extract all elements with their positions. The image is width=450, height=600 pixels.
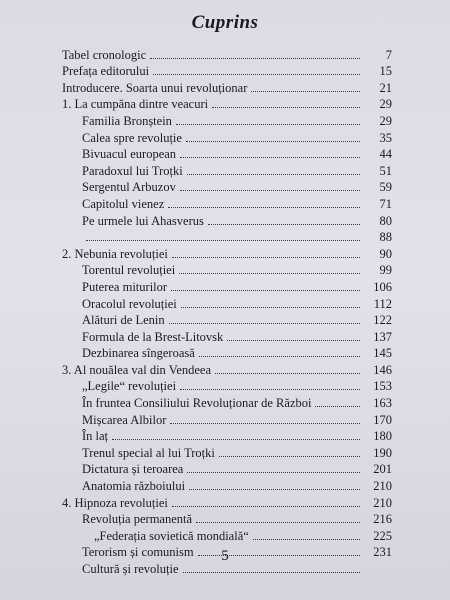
toc-entry-title: 2. Nebunia revoluției [62, 246, 168, 261]
dot-leader [168, 207, 360, 208]
toc-entry-title: Calea spre revoluție [82, 130, 182, 145]
toc-entry [62, 111, 392, 128]
toc-entry [62, 393, 392, 410]
toc-entry-title: Formula de la Brest-Litovsk [82, 329, 224, 344]
toc-entry [62, 460, 392, 477]
dot-leader [112, 439, 360, 440]
toc-entry [62, 261, 392, 278]
toc-entry-title: Alături de Lenin [82, 313, 165, 328]
dot-leader [189, 489, 360, 490]
toc-entry-page: 21 [379, 80, 392, 95]
toc-entry [62, 128, 392, 145]
dot-leader [181, 307, 360, 308]
toc-entry [62, 244, 392, 261]
dot-leader [315, 406, 360, 407]
dot-leader [169, 323, 360, 324]
toc-entry-page: 29 [379, 97, 392, 112]
toc-entry-page: 145 [373, 346, 392, 361]
dot-leader [251, 91, 360, 92]
toc-entry [62, 178, 392, 195]
dot-leader [153, 74, 360, 75]
toc-entry-title: Capitolul vienez [82, 196, 165, 211]
toc-entry-page: 225 [373, 528, 392, 543]
toc-entry-page: 170 [373, 412, 392, 427]
toc-entry-page: 29 [379, 113, 392, 128]
table-of-contents [62, 45, 392, 576]
dot-leader [180, 157, 360, 158]
toc-entry-title: 4. Hipnoza revoluției [62, 495, 168, 510]
toc-entry-title: Tabel cronologic [62, 47, 147, 62]
toc-entry-page: 180 [373, 429, 392, 444]
dot-leader [176, 124, 360, 125]
toc-entry-page: 190 [373, 445, 392, 460]
toc-entry [62, 161, 392, 178]
toc-entry-page: 71 [379, 196, 392, 211]
dot-leader [212, 107, 360, 108]
toc-entry-page: 216 [373, 512, 392, 527]
toc-entry [62, 526, 392, 543]
toc-entry-title: „Legile“ revoluției [82, 379, 177, 394]
toc-entry-page: 122 [373, 313, 392, 328]
toc-entry [62, 95, 392, 112]
toc-entry-page: 88 [379, 230, 392, 245]
toc-entry [62, 294, 392, 311]
dot-leader [253, 539, 360, 540]
dot-leader [172, 506, 360, 507]
dot-leader [180, 190, 360, 191]
toc-entry-page: 51 [379, 163, 392, 178]
toc-entry-page: 137 [373, 329, 392, 344]
toc-entry [62, 228, 392, 245]
toc-entry [62, 493, 392, 510]
toc-entry-page: 90 [379, 246, 392, 261]
toc-entry [62, 427, 392, 444]
dot-leader [183, 572, 360, 573]
toc-entry-page: 99 [379, 263, 392, 278]
dot-leader [187, 472, 360, 473]
toc-entry-page: 80 [379, 213, 392, 228]
toc-entry-title: Familia Bronștein [82, 113, 172, 128]
dot-leader [227, 340, 360, 341]
toc-entry [62, 443, 392, 460]
toc-entry-page: 210 [373, 495, 392, 510]
toc-entry [62, 360, 392, 377]
toc-entry-page: 35 [379, 130, 392, 145]
toc-entry-title: În laț [82, 429, 109, 444]
dot-leader [196, 522, 360, 523]
toc-entry-title: Bivuacul european [82, 147, 177, 162]
toc-entry-page: 7 [385, 47, 392, 62]
toc-entry-page: 163 [373, 396, 392, 411]
toc-entry-title: Dictatura și teroarea [82, 462, 184, 477]
toc-entry-title: Dezbinarea sîngeroasă [82, 346, 195, 361]
toc-entry-title: Mișcarea Albilor [82, 412, 167, 427]
toc-entry-page: 112 [373, 296, 392, 311]
toc-entry [62, 45, 392, 62]
page-number: 5 [221, 548, 229, 564]
toc-entry [62, 311, 392, 328]
toc-entry-title: În fruntea Consiliului Revoluționar de Război [82, 396, 312, 411]
toc-entry-title: Puterea miturilor [82, 279, 168, 294]
toc-entry-title: Trenul special al lui Troțki [82, 445, 215, 460]
dot-leader [199, 356, 360, 357]
toc-entry [62, 194, 392, 211]
dot-leader [179, 273, 360, 274]
toc-entry [62, 410, 392, 427]
page-title: Cuprins [191, 12, 259, 33]
dot-leader [150, 58, 360, 59]
dot-leader [219, 456, 360, 457]
toc-entry-title: 1. La cumpăna dintre veacuri [62, 97, 209, 112]
toc-entry [62, 344, 392, 361]
toc-entry-title: Sergentul Arbuzov [82, 180, 176, 195]
toc-entry-title: Oracolul revoluției [82, 296, 177, 311]
toc-entry-title: Terorism și comunism [82, 545, 194, 560]
toc-entry-page: 210 [373, 479, 392, 494]
toc-entry-page: 201 [373, 462, 392, 477]
toc-entry-page: 59 [379, 180, 392, 195]
toc-entry-page: 153 [373, 379, 392, 394]
toc-entry-page: 15 [379, 64, 392, 79]
toc-entry-title: Paradoxul lui Troțki [82, 163, 183, 178]
toc-entry [62, 62, 392, 79]
toc-entry [62, 145, 392, 162]
toc-entry-title: Torentul revoluției [82, 263, 176, 278]
toc-entry-title: Cultură și revoluție [82, 562, 179, 576]
toc-entry-page: 146 [373, 362, 392, 377]
dot-leader [170, 423, 360, 424]
toc-entry [62, 476, 392, 493]
dot-leader [187, 174, 360, 175]
toc-entry-page: 231 [373, 545, 392, 560]
dot-leader [180, 389, 360, 390]
dot-leader [172, 257, 360, 258]
toc-entry [62, 211, 392, 228]
toc-entry [62, 327, 392, 344]
dot-leader [171, 290, 360, 291]
toc-entry-title: „Federația sovietică mondială“ [94, 528, 249, 543]
toc-entry [62, 277, 392, 294]
toc-entry-title: Pe urmele lui Ahasverus [82, 213, 204, 228]
toc-entry-title: Introducere. Soarta unui revoluționar [62, 80, 248, 95]
dot-leader [215, 373, 360, 374]
dot-leader [208, 224, 360, 225]
toc-entry-page: 106 [373, 279, 392, 294]
toc-entry-title: 3. Al nouălea val din Vendeea [62, 362, 212, 377]
toc-entry [62, 377, 392, 394]
toc-entry-title: Anatomia războiului [82, 479, 186, 494]
dot-leader [186, 141, 360, 142]
toc-entry-title: Revoluția permanentă [82, 512, 193, 527]
toc-entry [62, 78, 392, 95]
toc-entry-page: 44 [379, 147, 392, 162]
toc-entry [62, 510, 392, 527]
toc-entry-title: Prefața editorului [62, 64, 150, 79]
dot-leader [86, 240, 360, 241]
